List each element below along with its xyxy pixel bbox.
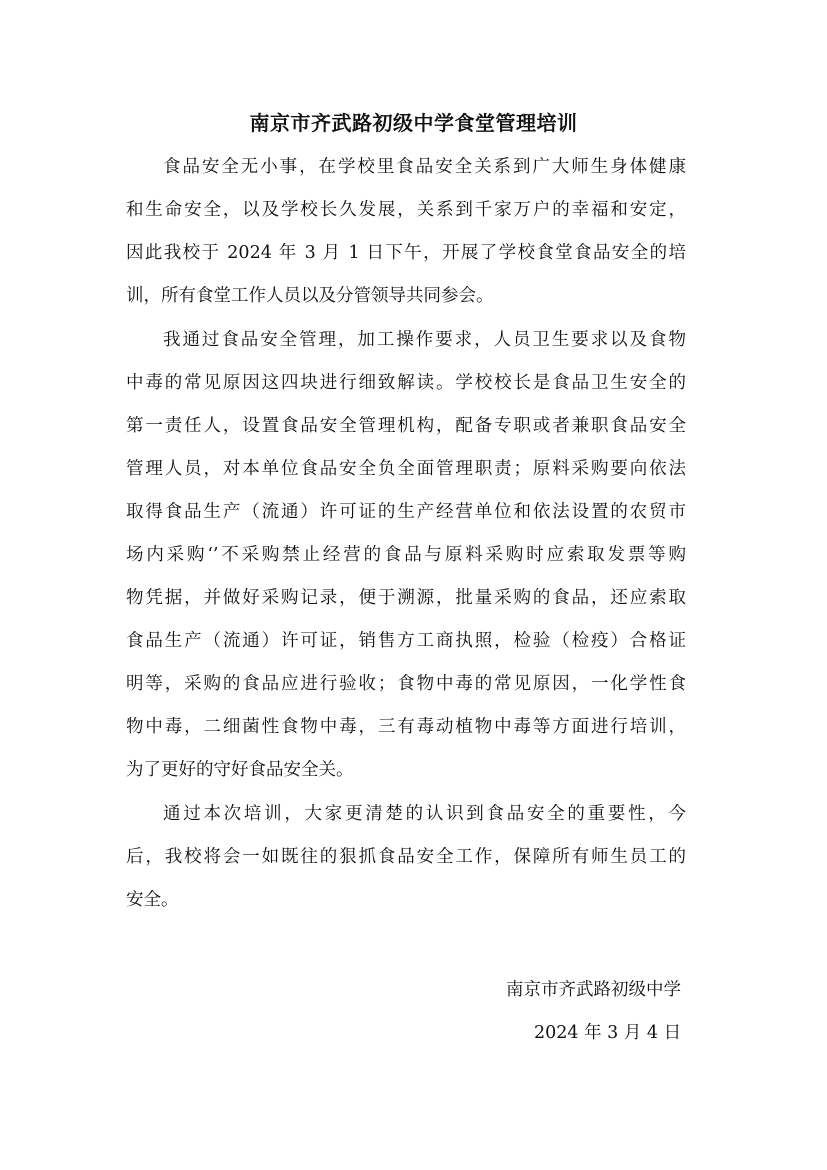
paragraph-2-line-4: 管理人员，对本单位食品安全负全面管理职责；原料采购要向依法 — [126, 459, 686, 479]
paragraph-1-line-4: 训，所有食堂工作人员以及分管领导共同参会。 — [126, 286, 494, 306]
paragraph-2-line-3: 第一责任人，设置食品安全管理机构，配备专职或者兼职食品安全 — [126, 416, 686, 436]
paragraph-2-line-6: 场内采购‘’不采购禁止经营的食品与原料采购时应索取发票等购 — [126, 545, 686, 565]
paragraph-2-line-11: 为了更好的守好食品安全关。 — [126, 760, 354, 780]
paragraph-2-line-10: 物中毒，二细菌性食物中毒，三有毒动植物中毒等方面进行培训， — [126, 717, 686, 737]
paragraph-2-line-5: 取得食品生产（流通）许可证的生产经营单位和依法设置的农贸市 — [126, 502, 686, 522]
signature-organization: 南京市齐武路初级中学 — [506, 980, 681, 1000]
paragraph-3-line-3: 安全。 — [126, 890, 179, 910]
paragraph-2-line-7: 物凭据，并做好采购记录，便于溯源，批量采购的食品，还应索取 — [126, 588, 686, 608]
paragraph-3-line-2: 后，我校将会一如既往的狠抓食品安全工作，保障所有师生员工的 — [126, 847, 686, 867]
paragraph-2-line-1: 我通过食品安全管理，加工操作要求，人员卫生要求以及食物 — [163, 330, 686, 350]
paragraph-2-line-8: 食品生产（流通）许可证，销售方工商执照，检验（检疫）合格证 — [126, 631, 686, 651]
paragraph-2-line-9: 明等，采购的食品应进行验收；食物中毒的常见原因，一化学性食 — [126, 674, 686, 694]
document-title: 南京市齐武路初级中学食堂管理培训 — [249, 111, 578, 135]
paragraph-1-line-3: 因此我校于 2024 年 3 月 1 日下午，开展了学校食堂食品安全的培 — [126, 243, 686, 263]
signature-date: 2024 年 3 月 4 日 — [534, 1023, 682, 1043]
paragraph-1-line-1: 食品安全无小事，在学校里食品安全关系到广大师生身体健康 — [163, 157, 686, 177]
paragraph-2-line-2: 中毒的常见原因这四块进行细致解读。学校校长是食品卫生安全的 — [126, 373, 686, 393]
paragraph-3-line-1: 通过本次培训，大家更清楚的认识到食品安全的重要性，今 — [163, 804, 686, 824]
paragraph-1-line-2: 和生命安全，以及学校长久发展，关系到千家万户的幸福和安定， — [126, 200, 686, 220]
